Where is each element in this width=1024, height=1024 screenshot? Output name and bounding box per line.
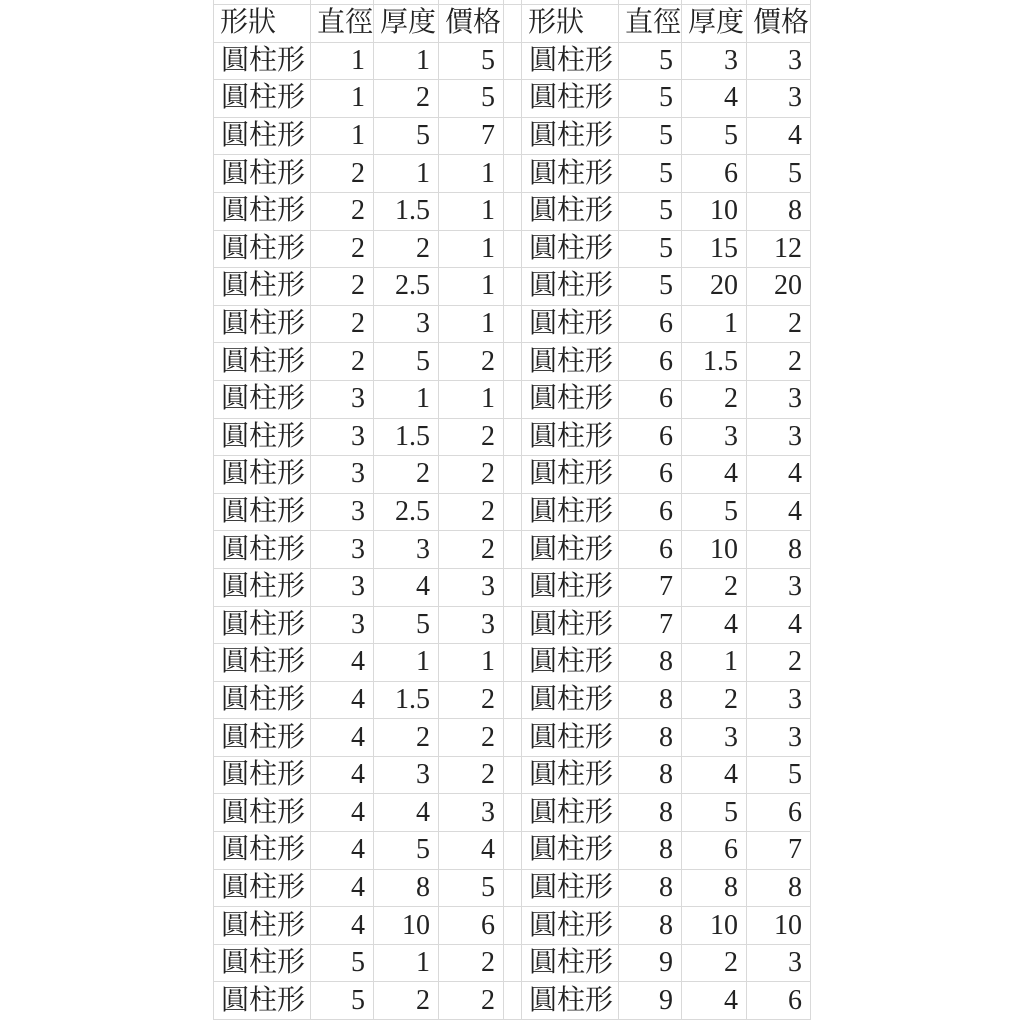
gap-cell[interactable] — [504, 870, 522, 908]
cell-thickness[interactable]: 5 — [682, 794, 747, 832]
cell-price[interactable]: 7 — [439, 118, 504, 156]
cell-diameter[interactable]: 3 — [311, 607, 374, 645]
cell-diameter[interactable]: 5 — [619, 193, 682, 231]
cell-diameter[interactable]: 7 — [619, 569, 682, 607]
gap-cell[interactable] — [504, 419, 522, 457]
cell-thickness[interactable]: 10 — [374, 907, 439, 945]
cell-price[interactable]: 2 — [439, 757, 504, 795]
cell-shape[interactable]: 圓柱形 — [214, 43, 311, 81]
cell-diameter[interactable]: 5 — [619, 231, 682, 269]
cell-shape[interactable]: 圓柱形 — [214, 118, 311, 156]
cell-price[interactable]: 6 — [439, 907, 504, 945]
cell-price[interactable]: 3 — [439, 794, 504, 832]
cell-shape[interactable]: 圓柱形 — [522, 607, 619, 645]
gap-cell[interactable] — [504, 907, 522, 945]
cell-price[interactable]: 2 — [439, 456, 504, 494]
cell-diameter[interactable]: 3 — [311, 569, 374, 607]
cell-diameter[interactable]: 4 — [311, 719, 374, 757]
cell-diameter[interactable]: 4 — [311, 682, 374, 720]
cell-diameter[interactable]: 2 — [311, 231, 374, 269]
cell-shape[interactable]: 圓柱形 — [522, 80, 619, 118]
cell-shape[interactable]: 圓柱形 — [522, 757, 619, 795]
gap-cell[interactable] — [504, 5, 522, 43]
cell-diameter[interactable]: 5 — [619, 43, 682, 81]
cell-diameter[interactable]: 5 — [311, 945, 374, 983]
cell-shape[interactable]: 圓柱形 — [214, 607, 311, 645]
header-shape[interactable]: 形狀 — [214, 5, 311, 43]
cell-diameter[interactable]: 8 — [619, 832, 682, 870]
cell-price[interactable]: 5 — [747, 757, 811, 795]
cell-price[interactable]: 2 — [439, 719, 504, 757]
cell-diameter[interactable]: 8 — [619, 757, 682, 795]
cell-diameter[interactable]: 4 — [311, 907, 374, 945]
cell-price[interactable]: 4 — [747, 494, 811, 532]
cell-shape[interactable]: 圓柱形 — [522, 719, 619, 757]
cell-shape[interactable]: 圓柱形 — [214, 80, 311, 118]
cell-thickness[interactable]: 6 — [682, 832, 747, 870]
cell-price[interactable]: 2 — [439, 494, 504, 532]
cell-price[interactable]: 2 — [439, 343, 504, 381]
cell-thickness[interactable]: 3 — [682, 43, 747, 81]
cell-thickness[interactable]: 5 — [682, 118, 747, 156]
cell-thickness[interactable]: 5 — [374, 343, 439, 381]
cell-shape[interactable]: 圓柱形 — [522, 945, 619, 983]
cell-thickness[interactable]: 1 — [374, 381, 439, 419]
cell-price[interactable]: 2 — [747, 644, 811, 682]
cell-thickness[interactable]: 4 — [682, 456, 747, 494]
cell-diameter[interactable]: 8 — [619, 682, 682, 720]
cell-diameter[interactable]: 5 — [619, 80, 682, 118]
cell-price[interactable]: 2 — [439, 531, 504, 569]
cell-thickness[interactable]: 1 — [682, 644, 747, 682]
cell-diameter[interactable]: 7 — [619, 607, 682, 645]
cell-shape[interactable]: 圓柱形 — [214, 907, 311, 945]
gap-cell[interactable] — [504, 531, 522, 569]
cell-price[interactable]: 1 — [439, 306, 504, 344]
cell-price[interactable]: 3 — [747, 381, 811, 419]
cell-thickness[interactable]: 4 — [374, 794, 439, 832]
cell-price[interactable]: 7 — [747, 832, 811, 870]
header-thickness[interactable]: 厚度 — [682, 5, 747, 43]
cell-diameter[interactable]: 6 — [619, 494, 682, 532]
cell-thickness[interactable]: 4 — [682, 80, 747, 118]
cell-diameter[interactable]: 4 — [311, 832, 374, 870]
cell-shape[interactable]: 圓柱形 — [522, 118, 619, 156]
cell-thickness[interactable]: 2 — [374, 80, 439, 118]
gap-cell[interactable] — [504, 456, 522, 494]
cell-shape[interactable]: 圓柱形 — [214, 982, 311, 1020]
cell-shape[interactable]: 圓柱形 — [522, 419, 619, 457]
cell-diameter[interactable]: 6 — [619, 456, 682, 494]
cell-shape[interactable]: 圓柱形 — [214, 193, 311, 231]
cell-diameter[interactable]: 3 — [311, 494, 374, 532]
cell-diameter[interactable]: 2 — [311, 268, 374, 306]
cell-price[interactable]: 5 — [747, 155, 811, 193]
cell-diameter[interactable]: 1 — [311, 80, 374, 118]
cell-shape[interactable]: 圓柱形 — [522, 381, 619, 419]
cell-diameter[interactable]: 4 — [311, 870, 374, 908]
cell-price[interactable]: 4 — [747, 607, 811, 645]
cell-price[interactable]: 2 — [439, 982, 504, 1020]
cell-shape[interactable]: 圓柱形 — [522, 43, 619, 81]
cell-price[interactable]: 8 — [747, 531, 811, 569]
cell-thickness[interactable]: 2.5 — [374, 494, 439, 532]
cell-price[interactable]: 5 — [439, 870, 504, 908]
cell-diameter[interactable]: 3 — [311, 531, 374, 569]
cell-thickness[interactable]: 1 — [374, 155, 439, 193]
cell-thickness[interactable]: 1.5 — [374, 419, 439, 457]
cell-diameter[interactable]: 5 — [619, 118, 682, 156]
gap-cell[interactable] — [504, 832, 522, 870]
cell-thickness[interactable]: 1 — [374, 43, 439, 81]
cell-diameter[interactable]: 9 — [619, 982, 682, 1020]
cell-shape[interactable]: 圓柱形 — [522, 832, 619, 870]
cell-diameter[interactable]: 8 — [619, 644, 682, 682]
cell-thickness[interactable]: 3 — [374, 306, 439, 344]
cell-shape[interactable]: 圓柱形 — [522, 155, 619, 193]
cell-thickness[interactable]: 2 — [374, 982, 439, 1020]
cell-shape[interactable]: 圓柱形 — [522, 682, 619, 720]
gap-cell[interactable] — [504, 231, 522, 269]
cell-price[interactable]: 6 — [747, 982, 811, 1020]
cell-shape[interactable]: 圓柱形 — [214, 682, 311, 720]
cell-thickness[interactable]: 1.5 — [374, 682, 439, 720]
cell-price[interactable]: 1 — [439, 268, 504, 306]
cell-diameter[interactable]: 5 — [311, 982, 374, 1020]
cell-thickness[interactable]: 3 — [682, 719, 747, 757]
cell-thickness[interactable]: 6 — [682, 155, 747, 193]
cell-price[interactable]: 1 — [439, 231, 504, 269]
cell-shape[interactable]: 圓柱形 — [214, 155, 311, 193]
cell-thickness[interactable]: 2 — [682, 569, 747, 607]
cell-price[interactable]: 2 — [747, 343, 811, 381]
cell-price[interactable]: 4 — [747, 118, 811, 156]
gap-cell[interactable] — [504, 80, 522, 118]
cell-diameter[interactable]: 2 — [311, 306, 374, 344]
cell-diameter[interactable]: 5 — [619, 155, 682, 193]
cell-diameter[interactable]: 8 — [619, 870, 682, 908]
cell-thickness[interactable]: 4 — [682, 982, 747, 1020]
cell-price[interactable]: 1 — [439, 381, 504, 419]
cell-shape[interactable]: 圓柱形 — [214, 794, 311, 832]
cell-shape[interactable]: 圓柱形 — [214, 381, 311, 419]
cell-price[interactable]: 20 — [747, 268, 811, 306]
gap-cell[interactable] — [504, 982, 522, 1020]
cell-thickness[interactable]: 4 — [682, 607, 747, 645]
cell-price[interactable]: 12 — [747, 231, 811, 269]
gap-cell[interactable] — [504, 794, 522, 832]
cell-diameter[interactable]: 2 — [311, 343, 374, 381]
cell-shape[interactable]: 圓柱形 — [522, 531, 619, 569]
gap-cell[interactable] — [504, 494, 522, 532]
gap-cell[interactable] — [504, 644, 522, 682]
cell-shape[interactable]: 圓柱形 — [214, 945, 311, 983]
header-shape[interactable]: 形狀 — [522, 5, 619, 43]
cell-diameter[interactable]: 3 — [311, 381, 374, 419]
cell-thickness[interactable]: 8 — [682, 870, 747, 908]
cell-price[interactable]: 1 — [439, 155, 504, 193]
cell-diameter[interactable]: 6 — [619, 419, 682, 457]
gap-cell[interactable] — [504, 607, 522, 645]
cell-thickness[interactable]: 10 — [682, 193, 747, 231]
cell-price[interactable]: 3 — [747, 419, 811, 457]
cell-thickness[interactable]: 2.5 — [374, 268, 439, 306]
gap-cell[interactable] — [504, 682, 522, 720]
cell-price[interactable]: 2 — [439, 419, 504, 457]
cell-thickness[interactable]: 4 — [682, 757, 747, 795]
cell-diameter[interactable]: 9 — [619, 945, 682, 983]
gap-cell[interactable] — [504, 193, 522, 231]
cell-diameter[interactable]: 1 — [311, 118, 374, 156]
cell-thickness[interactable]: 1.5 — [682, 343, 747, 381]
cell-price[interactable]: 3 — [439, 607, 504, 645]
cell-thickness[interactable]: 3 — [374, 531, 439, 569]
cell-diameter[interactable]: 4 — [311, 757, 374, 795]
cell-shape[interactable]: 圓柱形 — [214, 231, 311, 269]
gap-cell[interactable] — [504, 43, 522, 81]
cell-thickness[interactable]: 1.5 — [374, 193, 439, 231]
cell-thickness[interactable]: 5 — [374, 607, 439, 645]
cell-diameter[interactable]: 8 — [619, 719, 682, 757]
cell-shape[interactable]: 圓柱形 — [522, 870, 619, 908]
cell-thickness[interactable]: 2 — [374, 719, 439, 757]
spreadsheet-grid — [213, 0, 811, 1020]
cell-diameter[interactable]: 5 — [619, 268, 682, 306]
cell-shape[interactable]: 圓柱形 — [522, 343, 619, 381]
cell-shape[interactable]: 圓柱形 — [214, 644, 311, 682]
cell-shape[interactable]: 圓柱形 — [214, 531, 311, 569]
cell-diameter[interactable]: 8 — [619, 794, 682, 832]
gap-cell[interactable] — [504, 118, 522, 156]
cell-price[interactable]: 3 — [747, 569, 811, 607]
cell-shape[interactable]: 圓柱形 — [214, 343, 311, 381]
spreadsheet — [213, 0, 811, 1024]
cell-price[interactable]: 2 — [439, 945, 504, 983]
gap-cell[interactable] — [504, 757, 522, 795]
cell-diameter[interactable]: 3 — [311, 419, 374, 457]
cell-diameter[interactable]: 4 — [311, 794, 374, 832]
cell-price[interactable]: 3 — [747, 43, 811, 81]
cell-thickness[interactable]: 1 — [374, 644, 439, 682]
cell-thickness[interactable]: 10 — [682, 907, 747, 945]
header-diameter[interactable]: 直徑 — [619, 5, 682, 43]
cell-price[interactable]: 1 — [439, 644, 504, 682]
cell-price[interactable]: 2 — [439, 682, 504, 720]
cell-shape[interactable]: 圓柱形 — [214, 832, 311, 870]
cell-diameter[interactable]: 4 — [311, 644, 374, 682]
cell-diameter[interactable]: 1 — [311, 43, 374, 81]
cell-price[interactable]: 4 — [747, 456, 811, 494]
gap-cell[interactable] — [504, 306, 522, 344]
cell-price[interactable]: 4 — [439, 832, 504, 870]
cell-price[interactable]: 8 — [747, 870, 811, 908]
cell-thickness[interactable]: 2 — [682, 945, 747, 983]
cell-thickness[interactable]: 2 — [374, 231, 439, 269]
cell-thickness[interactable]: 15 — [682, 231, 747, 269]
cell-shape[interactable]: 圓柱形 — [214, 569, 311, 607]
header-price[interactable]: 價格 — [439, 5, 504, 43]
cell-price[interactable]: 3 — [747, 945, 811, 983]
cell-shape[interactable]: 圓柱形 — [522, 456, 619, 494]
cell-price[interactable]: 3 — [747, 719, 811, 757]
cell-price[interactable]: 3 — [747, 80, 811, 118]
cell-shape[interactable]: 圓柱形 — [522, 306, 619, 344]
cell-shape[interactable]: 圓柱形 — [214, 719, 311, 757]
cell-thickness[interactable]: 8 — [374, 870, 439, 908]
cell-price[interactable]: 1 — [439, 193, 504, 231]
cell-diameter[interactable]: 3 — [311, 456, 374, 494]
gap-cell[interactable] — [504, 268, 522, 306]
cell-shape[interactable]: 圓柱形 — [522, 644, 619, 682]
cell-thickness[interactable]: 2 — [682, 682, 747, 720]
cell-diameter[interactable]: 6 — [619, 306, 682, 344]
cell-thickness[interactable]: 1 — [374, 945, 439, 983]
cell-thickness[interactable]: 10 — [682, 531, 747, 569]
cell-thickness[interactable]: 3 — [374, 757, 439, 795]
gap-cell[interactable] — [504, 719, 522, 757]
cell-shape[interactable]: 圓柱形 — [522, 982, 619, 1020]
cell-price[interactable]: 2 — [747, 306, 811, 344]
cell-thickness[interactable]: 1 — [682, 306, 747, 344]
gap-cell[interactable] — [504, 569, 522, 607]
cell-shape[interactable]: 圓柱形 — [522, 569, 619, 607]
header-price[interactable]: 價格 — [747, 5, 811, 43]
cell-shape[interactable]: 圓柱形 — [214, 456, 311, 494]
cell-shape[interactable]: 圓柱形 — [522, 193, 619, 231]
cell-thickness[interactable]: 3 — [682, 419, 747, 457]
cell-price[interactable]: 5 — [439, 80, 504, 118]
cell-thickness[interactable]: 4 — [374, 569, 439, 607]
cell-diameter[interactable]: 2 — [311, 193, 374, 231]
cell-shape[interactable]: 圓柱形 — [214, 268, 311, 306]
cell-thickness[interactable]: 5 — [374, 118, 439, 156]
cell-shape[interactable]: 圓柱形 — [214, 419, 311, 457]
cell-price[interactable]: 10 — [747, 907, 811, 945]
cell-diameter[interactable]: 2 — [311, 155, 374, 193]
cell-price[interactable]: 8 — [747, 193, 811, 231]
cell-thickness[interactable]: 20 — [682, 268, 747, 306]
cell-shape[interactable]: 圓柱形 — [522, 794, 619, 832]
cell-shape[interactable]: 圓柱形 — [214, 757, 311, 795]
cell-shape[interactable]: 圓柱形 — [522, 907, 619, 945]
gap-cell[interactable] — [504, 343, 522, 381]
header-thickness[interactable]: 厚度 — [374, 5, 439, 43]
cell-price[interactable]: 3 — [747, 682, 811, 720]
cell-price[interactable]: 3 — [439, 569, 504, 607]
cell-thickness[interactable]: 5 — [374, 832, 439, 870]
cell-price[interactable]: 6 — [747, 794, 811, 832]
cell-thickness[interactable]: 5 — [682, 494, 747, 532]
cell-diameter[interactable]: 8 — [619, 907, 682, 945]
cell-diameter[interactable]: 6 — [619, 343, 682, 381]
cell-shape[interactable]: 圓柱形 — [214, 306, 311, 344]
cell-thickness[interactable]: 2 — [374, 456, 439, 494]
cell-diameter[interactable]: 6 — [619, 381, 682, 419]
header-diameter[interactable]: 直徑 — [311, 5, 374, 43]
cell-shape[interactable]: 圓柱形 — [214, 494, 311, 532]
cell-diameter[interactable]: 6 — [619, 531, 682, 569]
cell-shape[interactable]: 圓柱形 — [522, 494, 619, 532]
cell-shape[interactable]: 圓柱形 — [522, 231, 619, 269]
gap-cell[interactable] — [504, 945, 522, 983]
cell-shape[interactable]: 圓柱形 — [522, 268, 619, 306]
cell-shape[interactable]: 圓柱形 — [214, 870, 311, 908]
gap-cell[interactable] — [504, 381, 522, 419]
cell-thickness[interactable]: 2 — [682, 381, 747, 419]
gap-cell[interactable] — [504, 155, 522, 193]
cell-price[interactable]: 5 — [439, 43, 504, 81]
